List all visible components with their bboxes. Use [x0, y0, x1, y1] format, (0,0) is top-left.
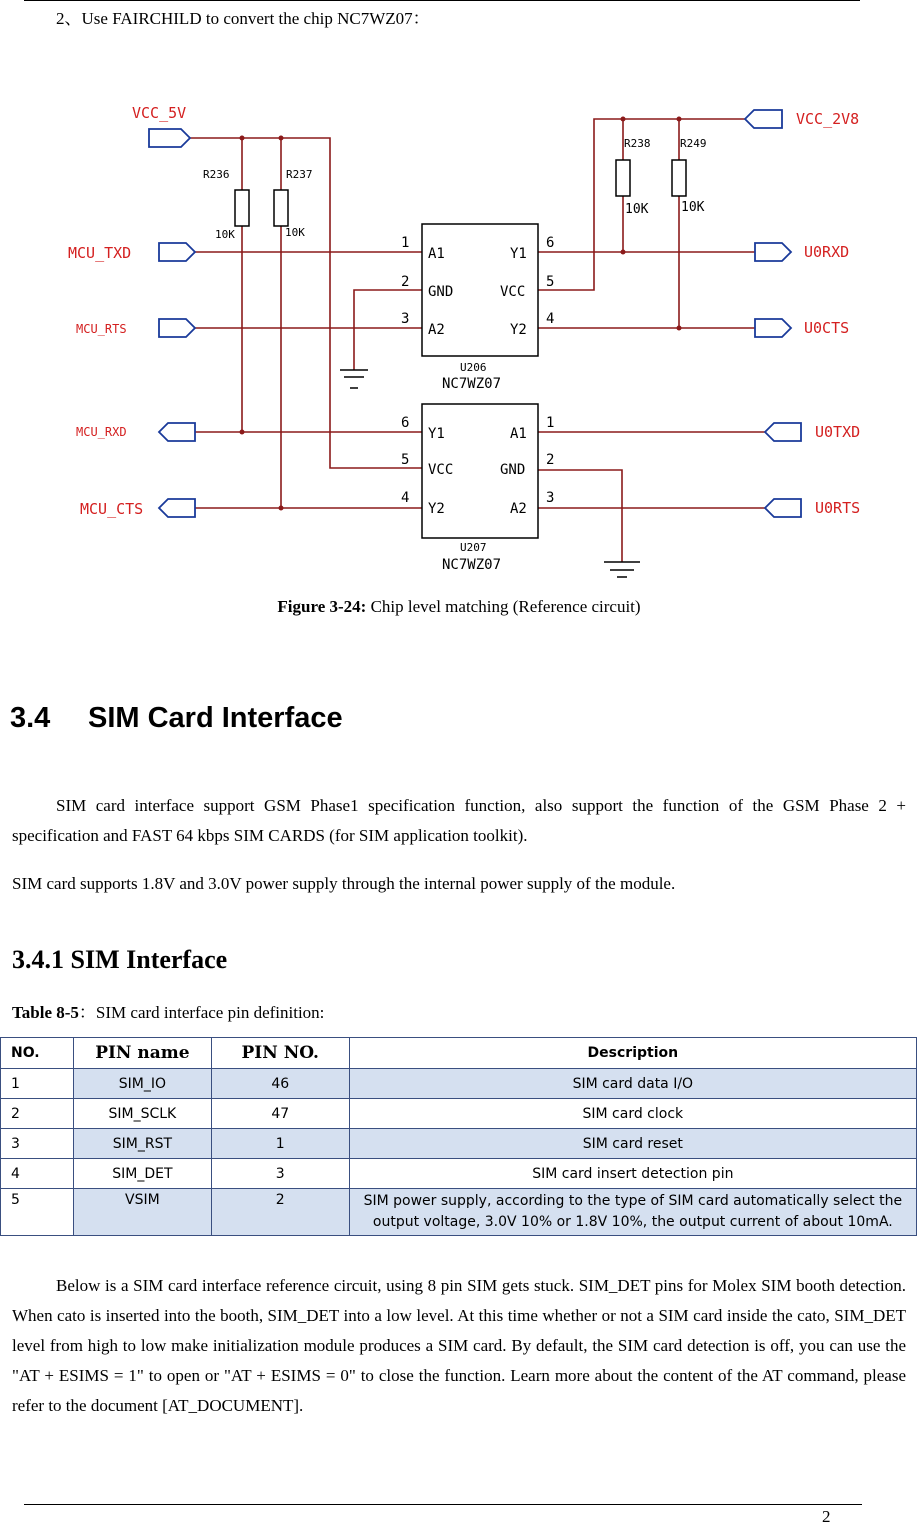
cell-pin-no: 3 [211, 1159, 349, 1189]
cell-description: SIM card insert detection pin [349, 1159, 916, 1189]
label-r249-value: 10K [681, 200, 705, 215]
label-mcu-rxd: MCU_RXD [76, 425, 127, 439]
cell-pin-name: SIM_IO [73, 1069, 211, 1099]
label-mcu-txd: MCU_TXD [68, 244, 132, 262]
u207-pin-num-6: 6 [401, 415, 410, 431]
paragraph-sim-power: SIM card supports 1.8V and 3.0V power supply through the internal power supply of the module. [12, 874, 676, 893]
table-row [1, 1099, 917, 1129]
top-rule [24, 0, 860, 1]
label-u207-part: NC7WZ07 [442, 557, 502, 573]
u207-pin-vcc: VCC [428, 462, 454, 478]
label-vcc-2v8: VCC_2V8 [796, 110, 860, 128]
label-mcu-rts: MCU_RTS [76, 322, 127, 336]
label-r238: R238 [624, 137, 651, 150]
u206-pin-y2: Y2 [510, 322, 527, 338]
cell-no: 1 [1, 1069, 74, 1099]
table-caption [12, 998, 324, 1023]
cell-description: SIM card reset [349, 1129, 916, 1159]
cell-description: SIM card clock [349, 1099, 916, 1129]
header-description: Description [349, 1038, 916, 1069]
u206-pin-a2: A2 [428, 322, 445, 338]
u206-pin-num-5: 5 [546, 274, 555, 290]
cell-description: SIM power supply, according to the type of SIM card automatically select the output voltage, 3.0V 10% or 1.8V 10%, the output current of about 10mA. [349, 1189, 916, 1236]
label-u0rxd: U0RXD [804, 243, 850, 261]
label-r236-value: 10K [215, 228, 235, 241]
label-r236: R236 [203, 168, 230, 181]
u207-pin-num-3: 3 [546, 490, 555, 506]
u207-pin-num-4: 4 [401, 490, 410, 506]
cell-no: 5 [1, 1189, 74, 1236]
cell-pin-name: SIM_SCLK [73, 1099, 211, 1129]
label-u0rts: U0RTS [815, 499, 861, 517]
paragraph-sim-circuit: Below is a SIM card interface reference circuit, using 8 pin SIM gets stuck. SIM_DET pins for Molex SIM booth detection. When cato is inserted into the booth, SIM_DET into a low level. At this time whether or not a SIM card inside the cato, SIM_DET level from high to low make initialization module produces a SIM card. By default, the SIM card detection is off, you can use the "AT + ESIMS = 1" to open or "AT + ESIMS = 0" to close the function. Learn more about the content of the AT command, please refer to the document [AT_DOCUMENT]. [12, 1276, 906, 1415]
section-number: 3.4 [10, 702, 51, 734]
section-heading [10, 702, 343, 735]
u206-pin-num-6: 6 [546, 235, 555, 251]
intro-line: 2、Use FAIRCHILD to convert the chip NC7WZ07： [56, 9, 430, 28]
u207-pin-num-2: 2 [546, 452, 555, 468]
table-header-row [1, 1038, 917, 1069]
bottom-rule [24, 1504, 862, 1505]
section-title: SIM Card Interface [88, 702, 343, 734]
paragraph-sim-intro: SIM card interface support GSM Phase1 specification function, also support the function of the GSM Phase 2 + specification and FAST 64 kbps SIM CARDS (for SIM application toolkit). [12, 796, 906, 845]
header-pin-no: PIN NO. [211, 1038, 349, 1069]
u207-pin-y2: Y2 [428, 501, 445, 517]
header-no: NO. [1, 1038, 74, 1069]
u206-pin-num-2: 2 [401, 274, 410, 290]
label-r238-value: 10K [625, 202, 649, 217]
figure-caption-label: Figure 3-24: [277, 597, 367, 616]
figure-caption [0, 597, 918, 617]
u207-pin-num-5: 5 [401, 452, 410, 468]
table-row [1, 1159, 917, 1189]
label-u206-part: NC7WZ07 [442, 376, 502, 392]
cell-pin-no: 47 [211, 1099, 349, 1129]
cell-pin-name: VSIM [73, 1189, 211, 1236]
cell-pin-name: SIM_DET [73, 1159, 211, 1189]
u206-pin-a1: A1 [428, 246, 445, 262]
label-r237-value: 10K [285, 226, 305, 239]
cell-no: 4 [1, 1159, 74, 1189]
label-u206-ref: U206 [460, 361, 487, 374]
cell-pin-no: 46 [211, 1069, 349, 1099]
u207-pin-gnd: GND [500, 462, 526, 478]
label-u0txd: U0TXD [815, 423, 861, 441]
table-caption-text: ：SIM card interface pin definition: [78, 1003, 325, 1022]
u206-pin-num-1: 1 [401, 235, 410, 251]
page-number: 2 [822, 1507, 831, 1526]
label-r249: R249 [680, 137, 707, 150]
u207-pin-a2: A2 [510, 501, 527, 517]
label-u207-ref: U207 [460, 541, 487, 554]
cell-pin-no: 1 [211, 1129, 349, 1159]
reference-circuit-schematic [0, 80, 918, 580]
cell-no: 3 [1, 1129, 74, 1159]
cell-pin-name: SIM_RST [73, 1129, 211, 1159]
table-row [1, 1069, 917, 1099]
u207-pin-num-1: 1 [546, 415, 555, 431]
u206-pin-num-3: 3 [401, 311, 410, 327]
label-vcc-5v: VCC_5V [132, 104, 187, 122]
cell-no: 2 [1, 1099, 74, 1129]
table-row [1, 1129, 917, 1159]
label-mcu-cts: MCU_CTS [80, 500, 144, 518]
u206-pin-gnd: GND [428, 284, 454, 300]
u206-pin-y1: Y1 [510, 246, 527, 262]
u207-pin-a1: A1 [510, 426, 527, 442]
cell-description: SIM card data I/O [349, 1069, 916, 1099]
label-r237: R237 [286, 168, 313, 181]
label-u0cts: U0CTS [804, 319, 850, 337]
table-row [1, 1189, 917, 1236]
subsection-heading: 3.4.1 SIM Interface [12, 945, 228, 974]
figure-caption-text: Chip level matching (Reference circuit) [366, 597, 641, 616]
u207-pin-y1: Y1 [428, 426, 445, 442]
table-caption-label: Table 8-5 [12, 1003, 79, 1022]
u206-pin-vcc: VCC [500, 284, 526, 300]
cell-pin-no: 2 [211, 1189, 349, 1236]
sim-pin-table [0, 1037, 917, 1236]
u206-pin-num-4: 4 [546, 311, 555, 327]
header-pin-name: PIN name [73, 1038, 211, 1069]
